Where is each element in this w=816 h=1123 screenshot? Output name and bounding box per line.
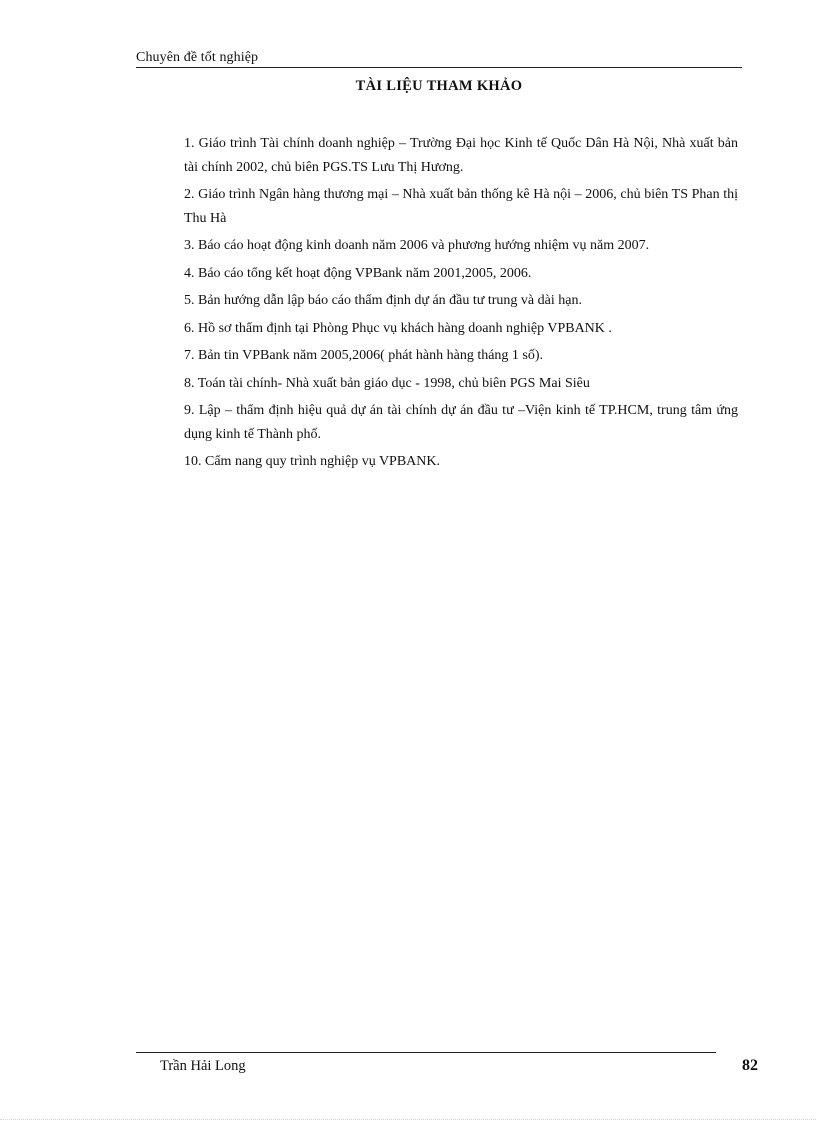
page-edge-divider — [0, 1119, 816, 1120]
page-number: 82 — [742, 1057, 758, 1074]
reference-item: 9. Lập – thẩm định hiệu quả dự án tài chính dự án đầu tư –Viện kinh tế TP.HCM, trung tâm ứng dụng kinh tế Thành phố. — [184, 403, 738, 442]
reference-item: 8. Toán tài chính- Nhà xuất bản giáo dục - 1998, chủ biên PGS Mai Siêu — [184, 375, 590, 391]
reference-item: 4. Báo cáo tổng kết hoạt động VPBank năm 2001,2005, 2006. — [184, 265, 532, 281]
page-title: TÀI LIỆU THAM KHẢO — [355, 78, 523, 94]
footer-divider — [136, 1052, 716, 1053]
reference-item: 3. Báo cáo hoạt động kinh doanh năm 2006 và phương hướng nhiệm vụ năm 2007. — [184, 238, 650, 253]
footer-author: Trần Hải Long — [160, 1058, 246, 1074]
reference-item: 6. Hồ sơ thẩm định tại Phòng Phục vụ khách hàng doanh nghiệp VPBANK . — [184, 320, 612, 336]
reference-item: 5. Bản hướng dẫn lập báo cáo thẩm định dự án đầu tư trung và dài hạn. — [184, 293, 582, 308]
header-divider — [136, 67, 742, 68]
reference-item: 7. Bản tin VPBank năm 2005,2006( phát hành hàng tháng 1 số). — [184, 348, 544, 363]
reference-item: 10. Cẩm nang quy trình nghiệp vụ VPBANK. — [184, 454, 441, 469]
reference-list — [184, 132, 738, 478]
reference-item: 2. Giáo trình Ngân hàng thương mại – Nhà xuất bản thống kê Hà nội – 2006, chủ biên TS Phan thị Thu Hà — [184, 187, 738, 226]
reference-item: 1. Giáo trình Tài chính doanh nghiệp – Trường Đại học Kinh tế Quốc Dân Hà Nội, Nhà xuất bản tài chính 2002, chủ biên PGS.TS Lưu Thị Hương. — [184, 136, 738, 175]
running-header: Chuyên đề tốt nghiệp — [136, 50, 259, 65]
